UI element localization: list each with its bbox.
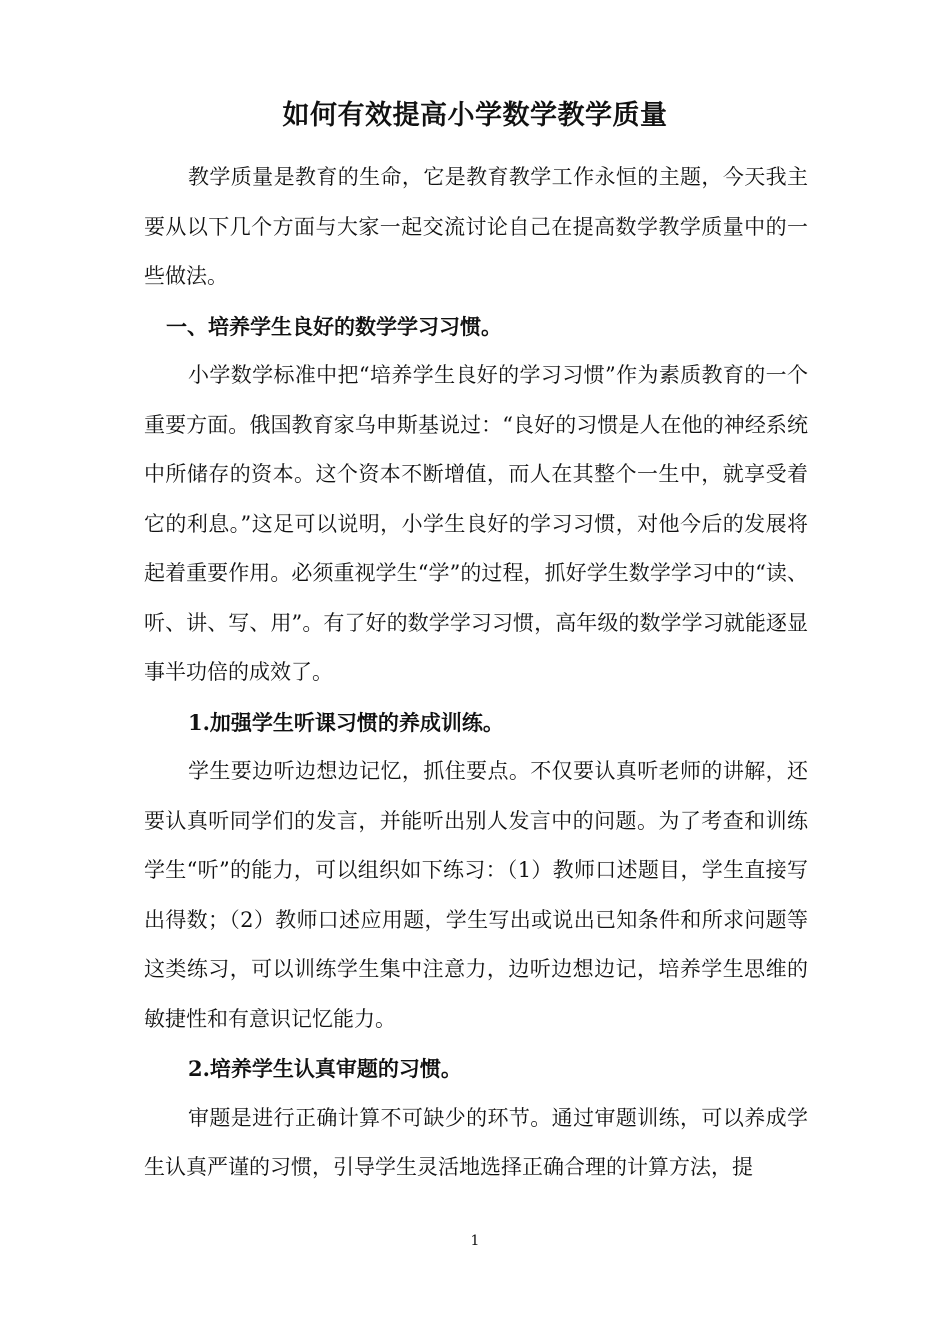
subsection-2-paragraph: 审题是进行正确计算不可缺少的环节。通过审题训练，可以养成学生认真严谨的习惯，引导学生灵活地选择正确合理的计算方法，提: [144, 1105, 808, 1179]
page-number: 1: [470, 1233, 480, 1249]
intro-paragraph: 教学质量是教育的生命，它是教育教学工作永恒的主题，今天我主要从以下几个方面与大家一起交流讨论自己在提高数学教学质量中的一些做法。: [144, 165, 808, 288]
document-title: 如何有效提高小学数学教学质量: [282, 100, 668, 131]
document-body: [144, 153, 808, 1193]
section-1-paragraph: 小学数学标准中把“培养学生良好的学习习惯”作为素质教育的一个重要方面。俄国教育家乌申斯基说过：“良好的习惯是人在他的神经系统中所储存的资本。这个资本不断增值，而人在其整个一生中，就享受着它的利息。”这足可以说明，小学生良好的学习习惯，对他今后的发展将起着重要作用。必须重视学生“学”的过程，抓好学生数学学习中的“读、听、讲、写、用”。有了好的数学学习习惯，高年级的数学学习就能逐显事半功倍的成效了。: [144, 363, 808, 684]
subsection-heading-2: 2.培养学生认真审题的习惯。: [188, 1056, 462, 1081]
section-heading-1: 一、培养学生良好的数学学习习惯。: [166, 313, 502, 339]
subsection-1-paragraph: 学生要边听边想边记忆，抓住要点。不仅要认真听老师的讲解，还要认真听同学们的发言，并能听出别人发言中的问题。为了考查和训练学生“听”的能力，可以组织如下练习：（1）教师口述题目，学生直接写出得数；（2）教师口述应用题，学生写出或说出已知条件和所求问题等这类练习，可以训练学生集中注意力，边听边想边记，培养学生思维的敏捷性和有意识记忆能力。: [144, 759, 808, 1031]
subsection-heading-1: 1.加强学生听课习惯的养成训练。: [188, 709, 504, 735]
